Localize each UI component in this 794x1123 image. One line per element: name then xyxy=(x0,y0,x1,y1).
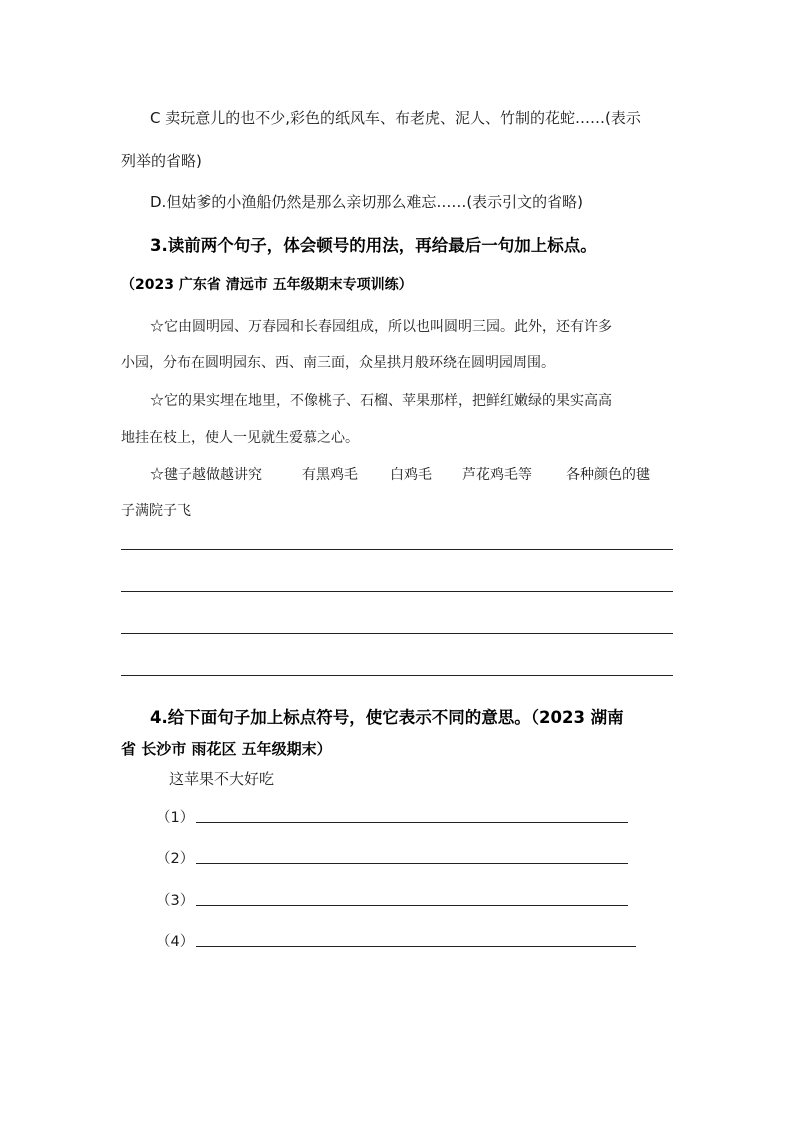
q3-answer-line-4[interactable] xyxy=(121,675,673,676)
q3-sentence3-seg1: ☆毽子越做越讲究 xyxy=(150,467,262,483)
q3-sentence3-seg2: 有黑鸡毛 xyxy=(302,467,358,483)
q3-sentence2-line2: 地挂在枝上，使人一见就生爱慕之心。 xyxy=(121,430,359,446)
q3-sentence1-line1: ☆它由圆明园、万春园和长春园组成，所以也叫圆明三园。此外，还有许多 xyxy=(150,319,612,335)
q3-answer-line-1[interactable] xyxy=(121,549,673,550)
q3-answer-line-2[interactable] xyxy=(121,591,673,592)
q4-blank-4-line[interactable] xyxy=(196,946,636,947)
q3-sentence3-seg4: 芦花鸡毛等 xyxy=(462,467,532,483)
question-4-title-line1: 4.给下面句子加上标点符号，使它表示不同的意思。（2023 湖南 xyxy=(150,708,624,727)
question-4-title-line2: 省 长沙市 雨花区 五年级期末） xyxy=(121,740,332,758)
q3-sentence2-line1: ☆它的果实埋在地里，不像桃子、石榴、苹果那样，把鲜红嫩绿的果实高高 xyxy=(150,393,612,409)
option-c-line2: 列举的省略) xyxy=(121,152,202,170)
q3-sentence3-seg5: 各种颜色的毽 xyxy=(566,467,650,483)
q4-blank-4-label: （4） xyxy=(156,934,195,950)
q4-blank-2-label: （2） xyxy=(156,851,195,867)
q4-blank-1-label: （1） xyxy=(156,810,195,826)
q4-blank-1-line[interactable] xyxy=(196,822,628,823)
q4-blank-3-label: （3） xyxy=(156,893,195,909)
q4-blank-3-line[interactable] xyxy=(196,905,628,906)
q3-sentence3-line2: 子满院子飞 xyxy=(121,503,191,519)
option-c-line1: C 卖玩意儿的也不少,彩色的纸风车、布老虎、泥人、竹制的花蛇……(表示 xyxy=(150,109,641,127)
q4-sentence: 这苹果不大好吃 xyxy=(169,770,275,788)
q4-blank-2-line[interactable] xyxy=(196,863,628,864)
q3-sentence1-line2: 小园，分布在圆明园东、西、南三面，众星拱月般环绕在圆明园周围。 xyxy=(121,355,555,371)
question-3-title: 3.读前两个句子，体会顿号的用法，再给最后一句加上标点。 xyxy=(150,236,597,255)
q3-answer-line-3[interactable] xyxy=(121,633,673,634)
question-3-source: （2023 广东省 清远市 五年级期末专项训练） xyxy=(121,277,413,293)
q3-sentence3-seg3: 白鸡毛 xyxy=(390,467,432,483)
option-d-line: D.但姑爹的小渔船仍然是那么亲切那么难忘……(表示引文的省略) xyxy=(150,193,584,211)
